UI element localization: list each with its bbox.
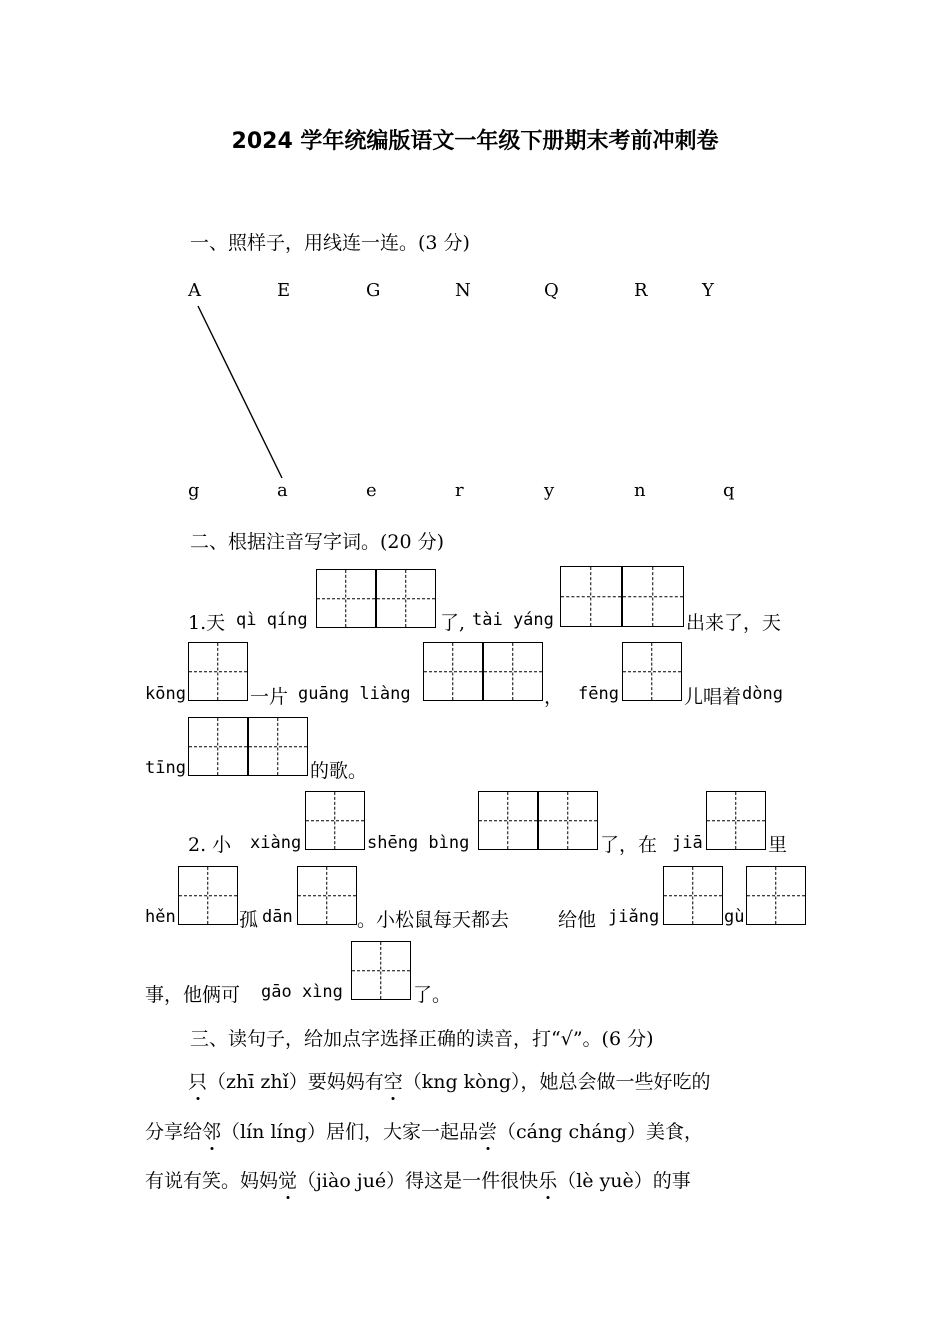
q3-text: 有说有笑。妈妈 bbox=[145, 1170, 279, 1192]
q2-text: 儿唱着 bbox=[684, 686, 742, 708]
dotted-char: 乐 bbox=[538, 1166, 557, 1193]
q2-pinyin: tài yáng bbox=[472, 610, 554, 630]
q2-text: 出来了，天 bbox=[686, 612, 782, 634]
q3-text: （jiào jué）得这是一件很快 bbox=[297, 1170, 539, 1192]
q2-heading: 二、根据注音写字词。(20 分) bbox=[190, 531, 445, 553]
q3-text: 分享给 bbox=[145, 1121, 203, 1143]
q2-text: 给他 bbox=[558, 909, 597, 931]
lower-letter: g bbox=[188, 480, 200, 501]
upper-letter: Q bbox=[544, 280, 559, 301]
q2-pinyin: guāng liàng bbox=[298, 684, 411, 704]
writing-box[interactable] bbox=[316, 569, 376, 628]
dotted-char: 只 bbox=[188, 1067, 207, 1094]
q2-pinyin: shēng bìng bbox=[367, 833, 470, 853]
writing-box[interactable] bbox=[483, 642, 543, 701]
lower-letter: e bbox=[366, 480, 377, 501]
q2-pinyin: gù bbox=[724, 907, 745, 927]
q2-pinyin: qì qíng bbox=[236, 610, 308, 630]
writing-box[interactable] bbox=[423, 642, 483, 701]
q2-pinyin: hěn bbox=[145, 907, 176, 927]
upper-letter: A bbox=[188, 280, 201, 301]
writing-box[interactable] bbox=[297, 866, 357, 925]
q3-heading: 三、读句子，给加点字选择正确的读音，打“√”。(6 分) bbox=[190, 1028, 654, 1050]
writing-box[interactable] bbox=[188, 642, 248, 701]
q2-text: 一片 bbox=[250, 686, 289, 708]
q3-line-3 bbox=[145, 1166, 691, 1193]
q2-pinyin: jiā bbox=[672, 833, 703, 853]
q1-heading: 一、照样子，用线连一连。(3 分) bbox=[190, 232, 470, 254]
q2-text: 了, bbox=[440, 612, 466, 634]
q2-pinyin: xiàng bbox=[250, 833, 302, 853]
writing-box[interactable] bbox=[188, 717, 248, 776]
q2-pinyin: kōng bbox=[145, 684, 186, 704]
q2-text: 里 bbox=[768, 834, 788, 856]
dotted-char: 觉 bbox=[278, 1166, 297, 1193]
writing-box[interactable] bbox=[746, 866, 806, 925]
q2-pinyin: gāo xìng bbox=[261, 982, 343, 1002]
upper-letter: E bbox=[277, 280, 291, 301]
q2-text: 2. 小 bbox=[188, 834, 232, 856]
upper-letter: Y bbox=[702, 280, 714, 301]
dotted-char: 尝 bbox=[478, 1117, 497, 1144]
q2-text: ， bbox=[544, 686, 564, 708]
lower-letter: y bbox=[544, 480, 555, 501]
q3-text: （lín líng）居们，大家一起品 bbox=[221, 1121, 479, 1143]
page-title: 2024 学年统编版语文一年级下册期末考前冲刺卷 bbox=[231, 129, 719, 154]
lower-letter: n bbox=[634, 480, 646, 501]
writing-box[interactable] bbox=[538, 791, 598, 850]
writing-box[interactable] bbox=[351, 941, 411, 1000]
q2-pinyin: jiǎng bbox=[608, 907, 660, 927]
writing-box[interactable] bbox=[622, 566, 684, 627]
q3-text: （zhī zhǐ）要妈妈有 bbox=[207, 1071, 384, 1093]
q3-text: （cáng cháng）美食， bbox=[497, 1121, 704, 1143]
lower-letter: a bbox=[277, 480, 288, 501]
upper-letter: G bbox=[366, 280, 381, 301]
q2-text: 的歌。 bbox=[310, 760, 368, 782]
q3-line-1 bbox=[188, 1067, 711, 1094]
writing-box[interactable] bbox=[560, 566, 622, 627]
upper-letter: N bbox=[455, 280, 471, 301]
q2-text: 。小松鼠每天都去 bbox=[357, 909, 510, 931]
writing-box[interactable] bbox=[622, 642, 682, 701]
q2-text: 孤 bbox=[239, 909, 259, 931]
q2-pinyin: fēng bbox=[578, 684, 619, 704]
dotted-char: 空 bbox=[384, 1067, 403, 1094]
writing-box[interactable] bbox=[305, 791, 365, 850]
lower-letter: r bbox=[455, 480, 464, 501]
q2-pinyin: dòng bbox=[742, 684, 783, 704]
q3-text: （lè yuè）的事 bbox=[557, 1170, 691, 1192]
q2-text: 1.天 bbox=[188, 612, 226, 634]
q2-text: 了。 bbox=[413, 984, 452, 1006]
writing-box[interactable] bbox=[478, 791, 538, 850]
writing-box[interactable] bbox=[663, 866, 723, 925]
lower-letter: q bbox=[723, 480, 735, 501]
q2-text: 了，在 bbox=[600, 834, 658, 856]
upper-letter: R bbox=[634, 280, 648, 301]
writing-box[interactable] bbox=[248, 717, 308, 776]
q2-pinyin: dān bbox=[262, 907, 293, 927]
writing-box[interactable] bbox=[376, 569, 436, 628]
q2-pinyin: tīng bbox=[145, 758, 186, 778]
q3-line-2 bbox=[145, 1117, 703, 1144]
writing-box[interactable] bbox=[178, 866, 238, 925]
writing-box[interactable] bbox=[706, 791, 766, 850]
q2-text: 事，他俩可 bbox=[145, 984, 241, 1006]
dotted-char: 邻 bbox=[202, 1117, 221, 1144]
q3-text: （kng kòng），她总会做一些好吃的 bbox=[402, 1071, 711, 1093]
